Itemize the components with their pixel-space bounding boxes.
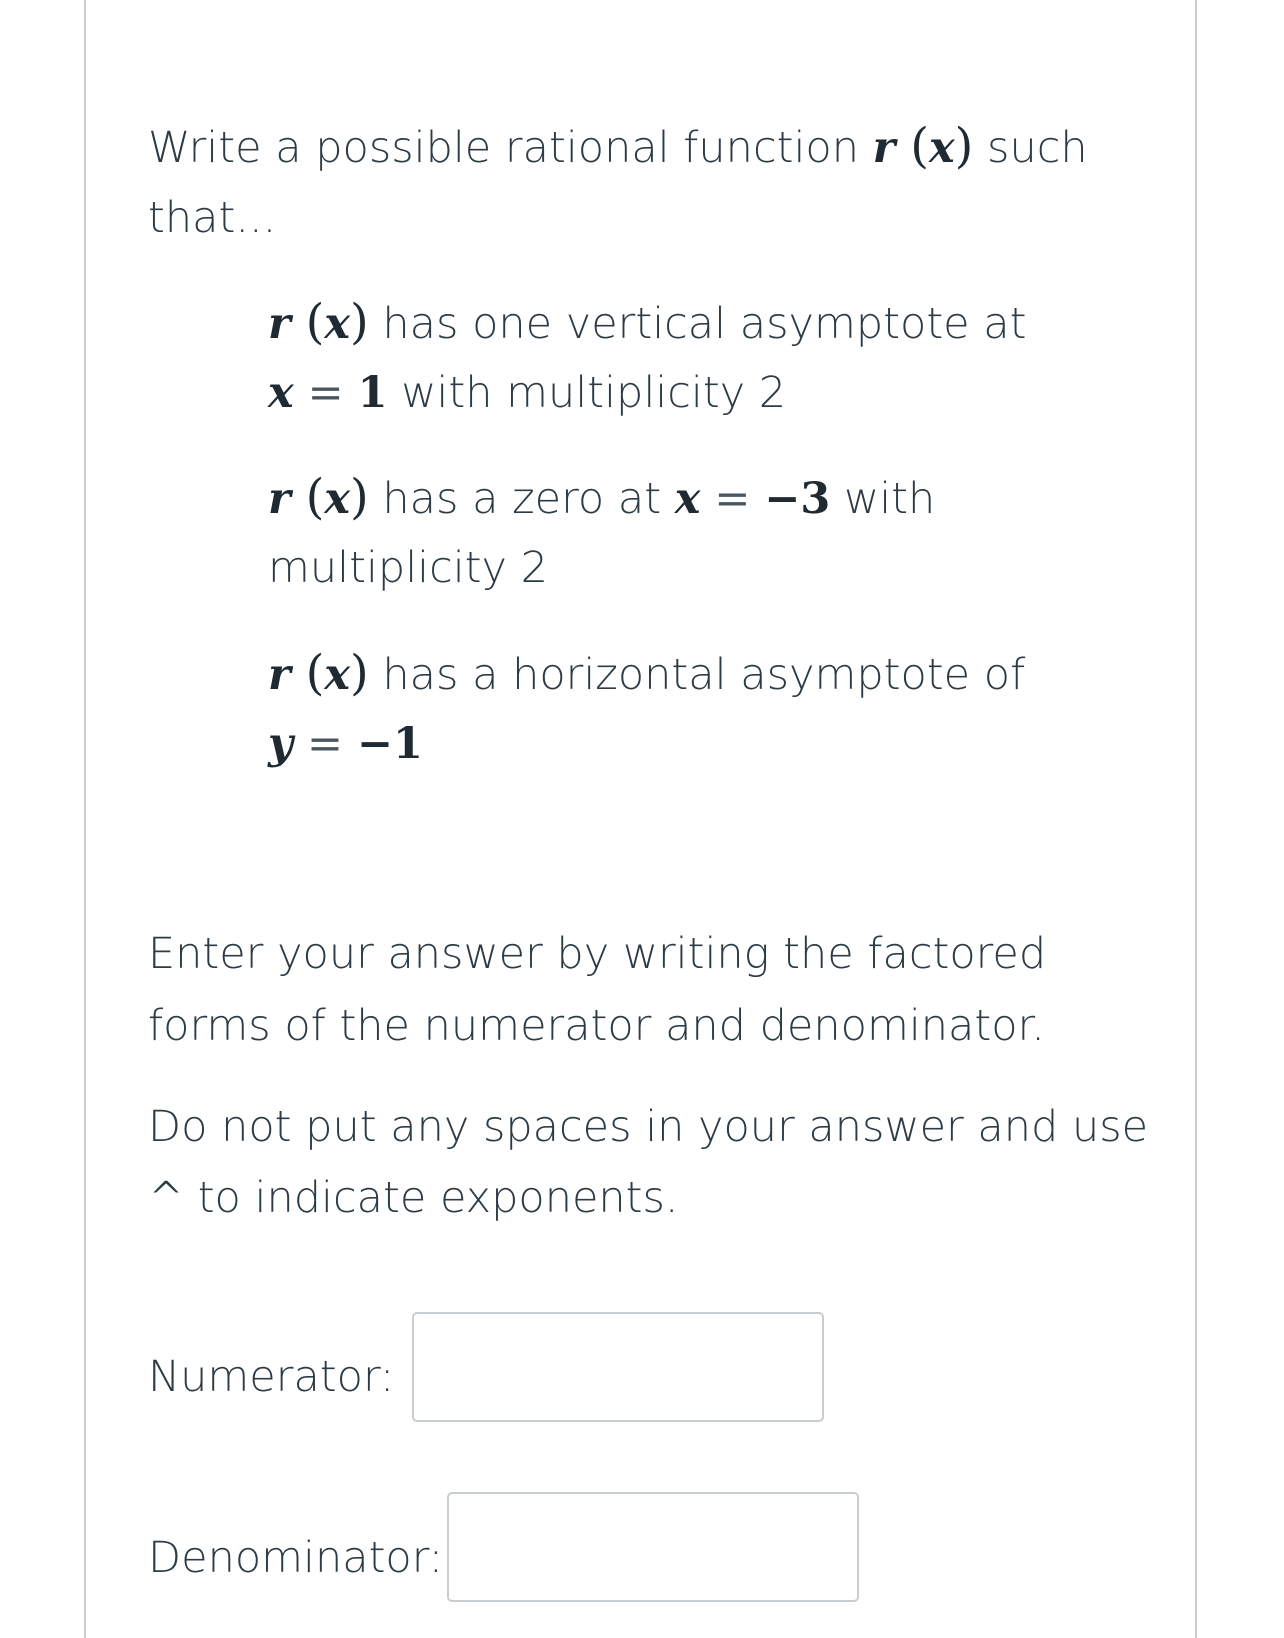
- condition-horizontal-asymptote-line2: y = −1: [268, 719, 423, 769]
- intro-line2: that...: [148, 193, 277, 243]
- intro-suffix: such: [987, 123, 1088, 173]
- numerator-input[interactable]: [412, 1312, 824, 1422]
- condition-zero-line2: multiplicity 2: [268, 543, 549, 593]
- instruction-line1: Enter your answer by writing the factored: [148, 929, 1047, 979]
- condition-vertical-asymptote: r (x) has one vertical asymptote at: [268, 294, 1027, 350]
- condition-zero: r (x) has a zero at x = −3 with: [268, 469, 936, 525]
- question-intro: [148, 110, 1088, 185]
- intro-text: Write a possible rational function: [148, 123, 859, 173]
- numerator-label: Numerator:: [148, 1352, 395, 1402]
- condition-horizontal-asymptote: r (x) has a horizontal asymptote of: [268, 645, 1026, 701]
- denominator-label: Denominator:: [148, 1533, 444, 1583]
- instruction-line2: forms of the numerator and denominator.: [148, 1001, 1045, 1051]
- instruction-line3: Do not put any spaces in your answer and use: [148, 1102, 1149, 1152]
- instruction-line4: ^ to indicate exponents.: [148, 1173, 679, 1223]
- denominator-input[interactable]: [447, 1492, 859, 1602]
- intro-math: r (x): [872, 118, 974, 174]
- condition-vertical-asymptote-line2: x = 1 with multiplicity 2: [268, 368, 787, 418]
